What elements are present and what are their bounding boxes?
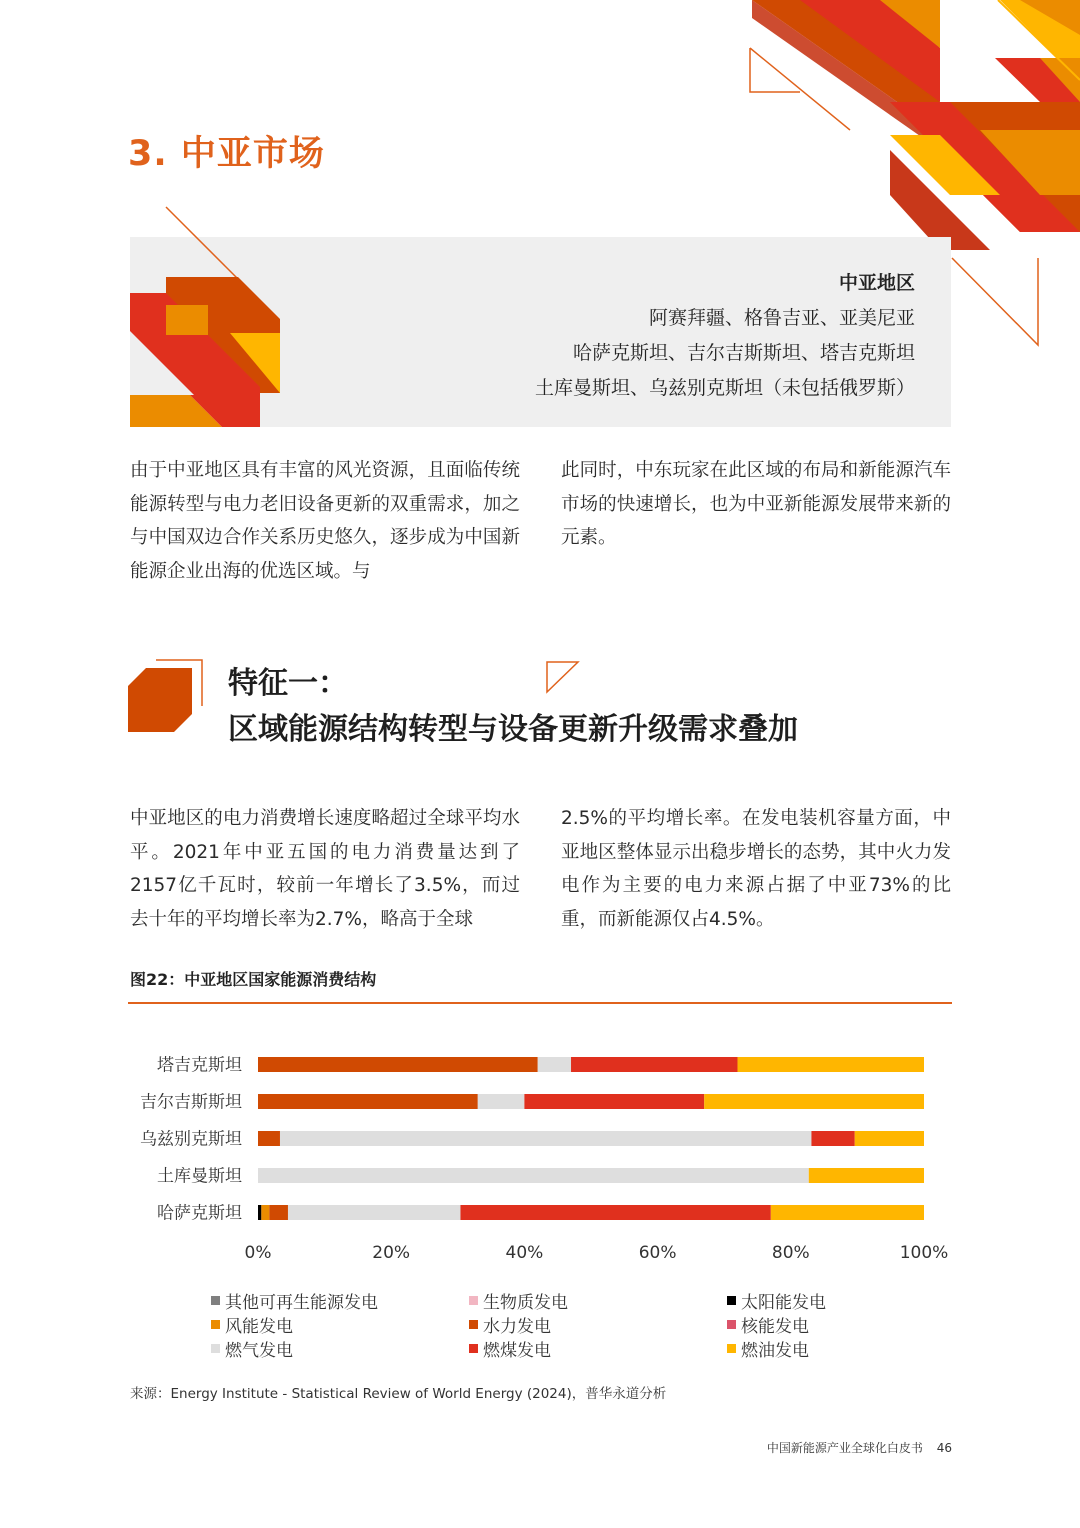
intro-paragraph-right: 此同时，中东玩家在此区域的布局和新能源汽车市场的快速增长，也为中亚新能源发展带来新的元素。 (561, 460, 951, 548)
legend-item (727, 1288, 826, 1313)
bar-segment (269, 1205, 288, 1220)
region-line: 哈萨克斯坦、吉尔吉斯斯坦、塔吉克斯坦 (572, 342, 915, 364)
feature-title: 区域能源结构转型与设备更新升级需求叠加 (228, 712, 798, 747)
bar-segment (460, 1205, 770, 1220)
legend-swatch (469, 1344, 478, 1353)
legend-label: 太阳能发电 (741, 1293, 826, 1313)
legend-item (727, 1312, 809, 1337)
bar-segment (524, 1094, 704, 1109)
region-list (535, 266, 915, 406)
x-tick-label: 60% (638, 1243, 677, 1263)
legend-item (469, 1288, 568, 1313)
section-title: 3. 中亚市场 (128, 134, 325, 174)
legend-item (211, 1312, 293, 1337)
bar-segment (258, 1205, 261, 1220)
legend-label: 其他可再生能源发电 (225, 1293, 378, 1313)
legend-swatch (727, 1344, 736, 1353)
region-line: 土库曼斯坦、乌兹别克斯坦（未包括俄罗斯） (534, 377, 915, 399)
feature-heading (228, 661, 798, 753)
category-label: 塔吉克斯坦 (157, 1055, 242, 1076)
bar-segment (258, 1131, 280, 1146)
bar-segment (771, 1205, 924, 1220)
legend-item (469, 1336, 551, 1361)
x-tick-label: 0% (244, 1243, 272, 1263)
legend-label: 水力发电 (483, 1317, 551, 1337)
legend-item (211, 1288, 378, 1313)
page-footer (767, 1439, 952, 1456)
x-tick-label: 100% (899, 1243, 949, 1263)
legend-item (727, 1336, 809, 1361)
bar-segment (258, 1168, 809, 1183)
legend-swatch (211, 1344, 220, 1353)
bar-segment (258, 1094, 478, 1109)
bar-segment (261, 1205, 269, 1220)
bar-segment (478, 1094, 525, 1109)
source-note: 来源：Energy Institute - Statistical Review of World Energy (2024)，普华永道分析 (130, 1386, 667, 1402)
body-paragraph-left: 中亚地区的电力消费增长速度略超过全球平均水平。2021年中亚五国的电力消费量达到了2157亿千瓦时，较前一年增长了3.5%，而过去十年的平均增长率为2.7%，略高于全球 (130, 808, 520, 930)
region-line: 阿赛拜疆、格鲁吉亚、亚美尼亚 (648, 307, 915, 329)
legend-swatch (469, 1296, 478, 1305)
bar-segment (811, 1131, 854, 1146)
bar-segment (855, 1131, 924, 1146)
feature-hexagon-icon (128, 658, 204, 734)
legend-item (469, 1312, 551, 1337)
legend-label: 燃油发电 (741, 1341, 809, 1361)
figure-rule (128, 1002, 952, 1004)
legend-item (211, 1336, 293, 1361)
bar-segment (704, 1094, 924, 1109)
bar-segment (571, 1057, 738, 1072)
legend-swatch (211, 1320, 220, 1329)
bar-segment (538, 1057, 571, 1072)
legend-label: 生物质发电 (483, 1293, 568, 1313)
legend-swatch (211, 1296, 220, 1305)
intro-paragraph-left: 由于中亚地区具有丰富的风光资源，且面临传统能源转型与电力老旧设备更新的双重需求，加之与中国双边合作关系历史悠久，逐步成为中国新能源企业出海的优选区域。与 (130, 460, 520, 582)
x-tick-label: 40% (505, 1243, 544, 1263)
legend-label: 燃气发电 (225, 1341, 293, 1361)
bar-segment (738, 1057, 924, 1072)
legend-swatch (469, 1320, 478, 1329)
category-label: 乌兹别克斯坦 (140, 1129, 242, 1150)
bar-segment (258, 1057, 538, 1072)
x-tick-label: 80% (771, 1243, 810, 1263)
legend-label: 风能发电 (225, 1317, 293, 1337)
legend-label: 燃煤发电 (483, 1341, 551, 1361)
legend-label: 核能发电 (741, 1317, 809, 1337)
page-number: 46 (936, 1441, 952, 1455)
category-label: 哈萨克斯坦 (157, 1203, 242, 1224)
body-paragraph-right: 2.5%的平均增长率。在发电装机容量方面，中亚地区整体显示出稳步增长的态势，其中火力发电作为主要的电力来源占据了中亚73%的比重，而新能源仅占4.5%。 (561, 808, 951, 930)
region-heading: 中亚地区 (838, 272, 915, 294)
x-tick-label: 20% (372, 1243, 411, 1263)
feature-label: 特征一： (228, 666, 348, 701)
category-label: 土库曼斯坦 (157, 1166, 242, 1187)
decorative-stripes-box-left (130, 205, 290, 427)
figure-caption: 图22：中亚地区国家能源消费结构 (130, 970, 377, 989)
footer-doc-title: 中国新能源产业全球化白皮书 (766, 1441, 923, 1455)
bar-segment (809, 1168, 924, 1183)
category-label: 吉尔吉斯斯坦 (140, 1092, 242, 1113)
energy-structure-chart (120, 1040, 970, 1270)
legend-swatch (727, 1296, 736, 1305)
legend-swatch (727, 1320, 736, 1329)
bar-segment (288, 1205, 460, 1220)
bar-segment (280, 1131, 811, 1146)
